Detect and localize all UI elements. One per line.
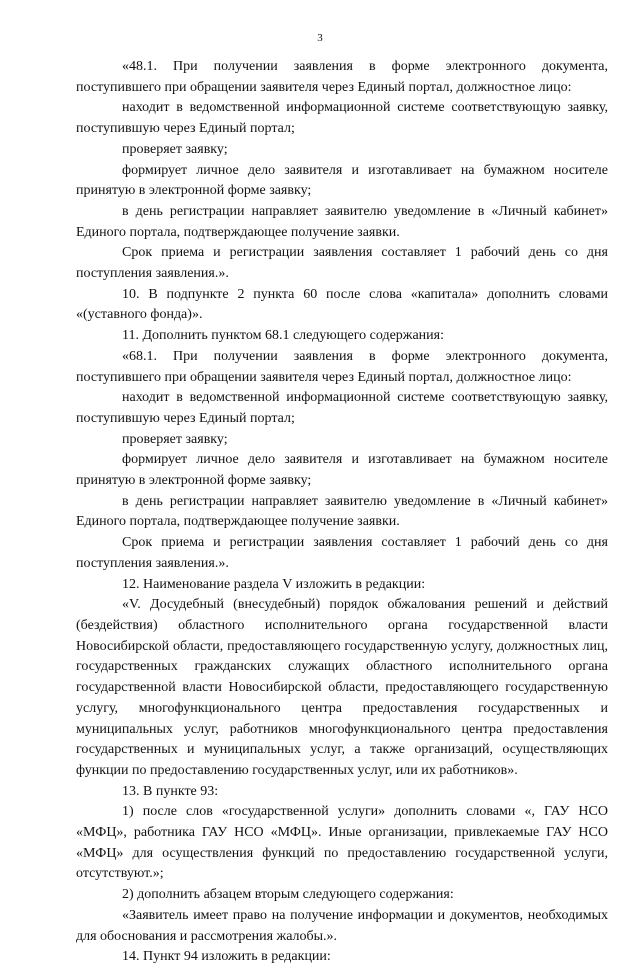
paragraph: формирует личное дело заявителя и изготавливает на бумажном носителе принятую в электронной форме заявку; xyxy=(76,452,608,489)
paragraph: 14. Пункт 94 изложить в редакции: xyxy=(122,949,331,965)
paragraph: 10. В подпункте 2 пункта 60 после слова «капитала» дополнить словами «(уставного фонда)». xyxy=(76,286,608,323)
paragraph: «48.1. При получении заявления в форме электронного документа, поступившего при обращении заявителя через Единый портал, должностное лицо: xyxy=(76,59,608,95)
paragraph: «Заявитель имеет право на получение информации и документов, необходимых для обоснования и рассмотрения жалобы.». xyxy=(76,907,608,944)
paragraph: 12. Наименование раздела V изложить в редакции: xyxy=(122,576,426,592)
paragraph: проверяет заявку; xyxy=(122,141,228,157)
paragraph: 2) дополнить абзацем вторым следующего содержания: xyxy=(122,887,454,903)
paragraph: 1) после слов «государственной услуги» дополнить словами «, ГАУ НСО «МФЦ», работника ГАУ НСО «МФЦ». Иные организации, привлекаемые ГАУ НСО «МФЦ» для осуществления функций по предоставлению государственной услуги, отсутствуют.»; xyxy=(76,804,608,882)
paragraph: проверяет заявку; xyxy=(122,431,228,447)
paragraph: 11. Дополнить пунктом 68.1 следующего содержания: xyxy=(122,328,444,344)
paragraph: в день регистрации направляет заявителю уведомление в «Личный кабинет» Единого портала, подтверждающее получение заявки. xyxy=(76,493,608,530)
paragraph: Срок приема и регистрации заявления составляет 1 рабочий день со дня поступления заявления.». xyxy=(76,535,608,571)
paragraph: 13. В пункте 93: xyxy=(122,783,219,799)
paragraph: в день регистрации направляет заявителю уведомление в «Личный кабинет» Единого портала, подтверждающее получение заявки. xyxy=(76,203,608,240)
paragraph: находит в ведомственной информационной системе соответствующую заявку, поступившую через Единый портал; xyxy=(76,100,608,137)
paragraph: «V. Досудебный (внесудебный) порядок обжалования решений и действий (бездействия) областного исполнительного органа государственной власти Новосибирской области, предоставляющего государственную услугу, должностных лиц, государственных гражданских служащих областного исполнительного органа государственной власти Новосибирской области, предоставляющего государственную услугу, многофункционального центра предоставления государственных и муниципальных услуг, работников многофункционального центра предоставления государственных и муниципальных услуг, а также организаций, осуществляющих функции по предоставлению государственных услуг, или их работников». xyxy=(76,597,608,778)
document-body xyxy=(76,57,608,968)
paragraph: Срок приема и регистрации заявления составляет 1 рабочий день со дня поступления заявления.». xyxy=(76,245,608,282)
paragraph: находит в ведомственной информационной системе соответствующую заявку, поступившую через Единый портал; xyxy=(76,390,608,426)
paragraph: формирует личное дело заявителя и изготавливает на бумажном носителе принятую в электронной форме заявку; xyxy=(76,162,608,199)
page-number: 3 xyxy=(317,32,323,44)
paragraph: «68.1. При получении заявления в форме электронного документа, поступившего при обращении заявителя через Единый портал, должностное лицо: xyxy=(76,348,608,385)
